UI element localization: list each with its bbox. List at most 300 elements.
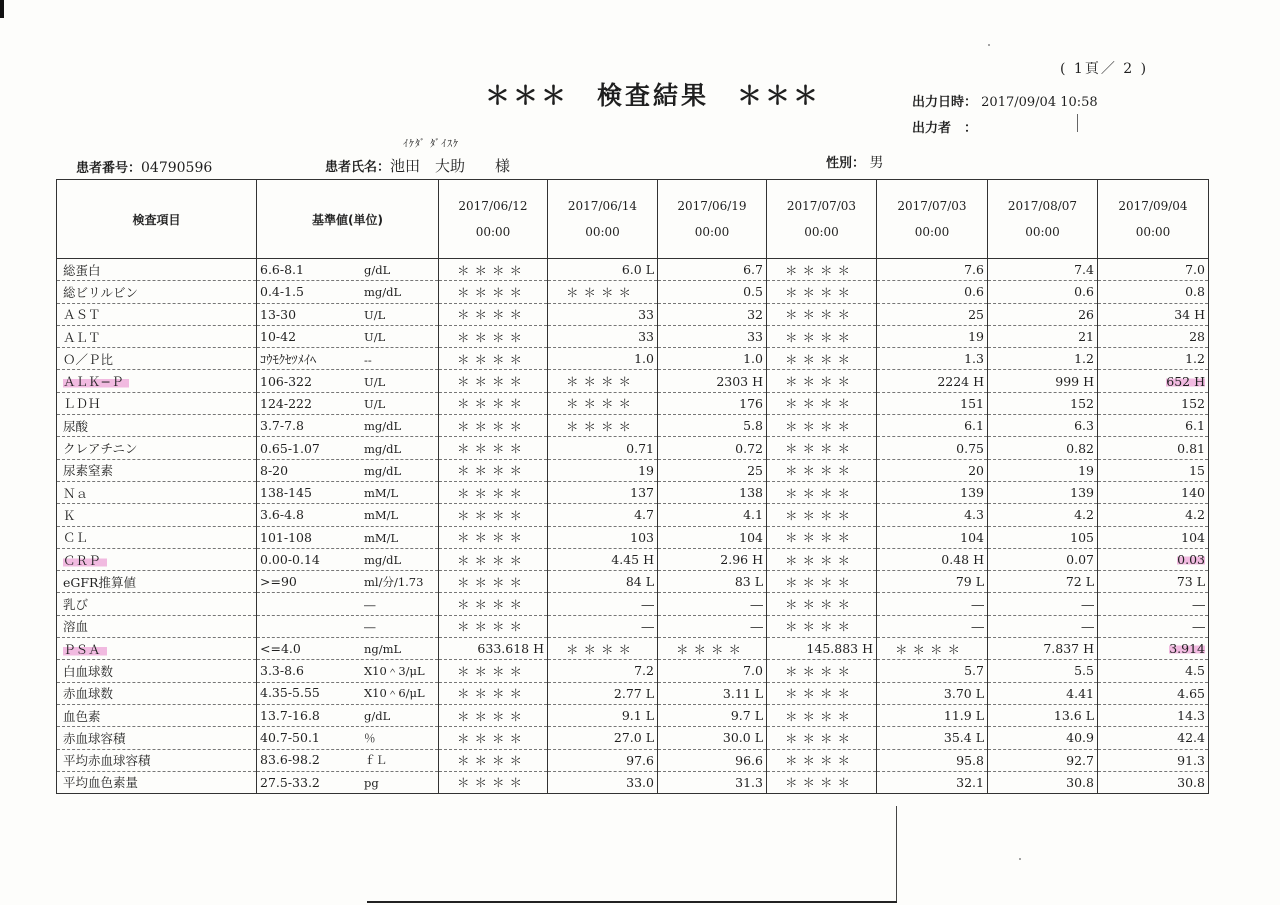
result-text: 4.7 bbox=[634, 507, 654, 523]
test-item-label: ＣＲＰ bbox=[63, 553, 107, 568]
result-text: ― bbox=[971, 618, 984, 634]
test-item-label: ＡＬＴ bbox=[63, 329, 101, 345]
patient-name-furigana: ｲｹﾀﾞ ﾀﾞｲｽｹ bbox=[403, 139, 460, 150]
result-text: 4.5 bbox=[1185, 663, 1205, 679]
patient-name-label: 患者氏名： bbox=[325, 160, 391, 175]
result-text: ＊＊＊＊ bbox=[785, 307, 856, 323]
result-text: 105 bbox=[1070, 529, 1094, 545]
test-item-name bbox=[57, 415, 257, 437]
test-item-name bbox=[57, 771, 257, 793]
result-text: ＊＊＊＊ bbox=[785, 730, 856, 746]
col-header-item: 検査項目 bbox=[57, 180, 257, 259]
result-value bbox=[877, 437, 988, 459]
result-value bbox=[988, 504, 1098, 526]
result-value bbox=[877, 771, 988, 793]
result-text: ＊＊＊＊ bbox=[457, 574, 528, 590]
result-value bbox=[988, 259, 1098, 281]
result-text: 4.45 H bbox=[611, 552, 654, 567]
result-value bbox=[767, 370, 877, 392]
result-text: ＊＊＊＊ bbox=[566, 396, 637, 412]
result-value bbox=[658, 325, 767, 347]
scan-corner-mark bbox=[0, 0, 4, 18]
result-text: 6.1 bbox=[1185, 418, 1205, 434]
result-value bbox=[658, 459, 767, 481]
result-value bbox=[767, 348, 877, 370]
table-row bbox=[57, 370, 1209, 392]
result-text: ＊＊＊＊ bbox=[457, 284, 528, 300]
reference-range bbox=[257, 771, 439, 793]
result-text: 4.1 bbox=[743, 507, 763, 523]
result-value bbox=[658, 727, 767, 749]
result-text: 104 bbox=[1181, 529, 1205, 545]
result-value bbox=[877, 281, 988, 303]
reference-value: 6.6-8.1 bbox=[260, 262, 304, 278]
result-text: 0.5 bbox=[743, 284, 763, 300]
result-text: ＊＊＊＊ bbox=[457, 686, 528, 702]
result-text: 40.9 bbox=[1066, 730, 1094, 746]
result-text: 30.0 L bbox=[722, 730, 763, 746]
result-text: 72 L bbox=[1065, 574, 1094, 590]
reference-range bbox=[257, 281, 439, 303]
result-value bbox=[548, 571, 658, 593]
result-value bbox=[439, 615, 548, 637]
result-text: 32 bbox=[747, 306, 763, 322]
reference-unit: ― bbox=[364, 619, 376, 634]
test-item-label: 赤血球数 bbox=[63, 686, 114, 702]
reference-range bbox=[257, 259, 439, 281]
table-row bbox=[57, 325, 1209, 347]
result-value bbox=[1098, 415, 1209, 437]
result-value bbox=[1098, 615, 1209, 637]
reference-unit: mg/dL bbox=[364, 419, 402, 434]
result-value bbox=[1098, 303, 1209, 325]
result-text: 139 bbox=[960, 485, 984, 501]
table-row bbox=[57, 415, 1209, 437]
result-text: ＊＊＊＊ bbox=[457, 418, 528, 434]
reference-unit: U/L bbox=[364, 307, 386, 322]
table-row bbox=[57, 771, 1209, 793]
result-text: ＊＊＊＊ bbox=[785, 753, 856, 769]
result-value bbox=[439, 415, 548, 437]
result-value bbox=[1098, 348, 1209, 370]
result-value bbox=[988, 548, 1098, 570]
reference-range bbox=[257, 370, 439, 392]
result-text: ＊＊＊＊ bbox=[785, 441, 856, 457]
result-value bbox=[877, 370, 988, 392]
result-value bbox=[439, 682, 548, 704]
result-text: ＊＊＊＊ bbox=[457, 663, 528, 679]
result-text: ＊＊＊＊ bbox=[785, 463, 856, 479]
result-value bbox=[1098, 548, 1209, 570]
result-text: 0.6 bbox=[964, 284, 984, 300]
reference-range bbox=[257, 459, 439, 481]
test-item-name bbox=[57, 281, 257, 303]
result-value bbox=[767, 281, 877, 303]
result-value bbox=[658, 348, 767, 370]
result-value bbox=[767, 303, 877, 325]
result-value bbox=[988, 437, 1098, 459]
patient-sex bbox=[826, 152, 883, 172]
pen-mark bbox=[1077, 114, 1078, 132]
result-text: 13.6 L bbox=[1053, 708, 1094, 724]
test-item-label: 溶血 bbox=[63, 619, 89, 635]
result-text: ＊＊＊＊ bbox=[457, 730, 528, 746]
patient-name-value: 池田 大助 様 bbox=[390, 157, 511, 175]
test-item-name bbox=[57, 615, 257, 637]
reference-range bbox=[257, 749, 439, 771]
result-value bbox=[877, 704, 988, 726]
result-value bbox=[658, 548, 767, 570]
table-row bbox=[57, 704, 1209, 726]
result-text: 19 bbox=[1078, 462, 1094, 478]
result-value bbox=[658, 749, 767, 771]
result-value bbox=[439, 771, 548, 793]
result-value bbox=[767, 437, 877, 459]
result-text: 0.72 bbox=[735, 440, 763, 456]
result-text: 28 bbox=[1189, 329, 1205, 345]
result-text: ＊＊＊＊ bbox=[785, 329, 856, 345]
result-text: 96.6 bbox=[735, 752, 763, 768]
col-header-date: 2017/06/19 00:00 bbox=[658, 180, 767, 259]
table-row bbox=[57, 259, 1209, 281]
result-text: ＊＊＊＊ bbox=[457, 530, 528, 546]
result-value bbox=[548, 415, 658, 437]
result-text: 4.41 bbox=[1066, 685, 1094, 701]
result-value bbox=[439, 727, 548, 749]
result-text: 33 bbox=[638, 306, 654, 322]
output-person-label: 出力者 ： bbox=[912, 121, 978, 136]
result-text: 35.4 L bbox=[943, 730, 984, 746]
col-header-date: 2017/06/14 00:00 bbox=[548, 180, 658, 259]
col-header-date: 2017/06/12 00:00 bbox=[439, 180, 548, 259]
result-text: 138 bbox=[739, 485, 763, 501]
result-value bbox=[988, 638, 1098, 660]
scan-artifact-line bbox=[896, 806, 897, 902]
reference-value: >=90 bbox=[260, 573, 297, 589]
reference-value: 27.5-33.2 bbox=[260, 774, 320, 790]
result-text: 9.1 L bbox=[621, 708, 654, 724]
patient-id bbox=[76, 157, 212, 176]
result-text: 1.0 bbox=[743, 351, 763, 367]
result-text: 31.3 bbox=[735, 774, 763, 790]
reference-value: 124-222 bbox=[260, 395, 312, 411]
result-text: 25 bbox=[747, 462, 763, 478]
patient-id-label: 患者番号： bbox=[76, 161, 142, 176]
test-item-name bbox=[57, 370, 257, 392]
result-value bbox=[1098, 660, 1209, 682]
result-value bbox=[1098, 437, 1209, 459]
result-text: ＊＊＊＊ bbox=[457, 441, 528, 457]
table-row bbox=[57, 593, 1209, 615]
result-text: 30.8 bbox=[1066, 774, 1094, 790]
table-row bbox=[57, 437, 1209, 459]
result-value bbox=[439, 504, 548, 526]
result-text: 0.07 bbox=[1066, 552, 1094, 567]
test-item-label: 平均血色素量 bbox=[63, 775, 139, 791]
result-text: 6.0 L bbox=[621, 262, 654, 278]
scan-speck bbox=[988, 44, 990, 46]
result-value bbox=[988, 749, 1098, 771]
result-value bbox=[988, 704, 1098, 726]
result-text: ― bbox=[641, 618, 654, 634]
result-text: ＊＊＊＊ bbox=[785, 663, 856, 679]
result-value bbox=[548, 682, 658, 704]
result-value bbox=[548, 638, 658, 660]
result-text: 1.2 bbox=[1185, 351, 1205, 367]
result-text: 152 bbox=[1070, 395, 1094, 411]
result-value bbox=[988, 303, 1098, 325]
result-value bbox=[1098, 504, 1209, 526]
result-text: 2.77 L bbox=[613, 685, 654, 701]
test-item-name bbox=[57, 481, 257, 503]
reference-unit: U/L bbox=[364, 330, 386, 345]
result-value bbox=[767, 481, 877, 503]
test-item-name bbox=[57, 727, 257, 749]
reference-value: 83.6-98.2 bbox=[260, 752, 320, 768]
result-value bbox=[988, 660, 1098, 682]
result-text: 33 bbox=[638, 329, 654, 345]
scan-speck bbox=[1019, 858, 1021, 860]
result-value bbox=[1098, 370, 1209, 392]
reference-range bbox=[257, 682, 439, 704]
result-text: 633.618 H bbox=[477, 641, 544, 657]
reference-value: 106-322 bbox=[260, 373, 312, 389]
result-value bbox=[877, 615, 988, 637]
reference-range bbox=[257, 704, 439, 726]
result-text: 151 bbox=[960, 395, 984, 411]
table-row bbox=[57, 481, 1209, 503]
result-text: 1.0 bbox=[634, 351, 654, 367]
result-value bbox=[1098, 638, 1209, 660]
result-value bbox=[767, 593, 877, 615]
result-value bbox=[1098, 571, 1209, 593]
result-value bbox=[877, 548, 988, 570]
result-text: 0.8 bbox=[1185, 284, 1205, 300]
result-value bbox=[548, 459, 658, 481]
result-value bbox=[767, 571, 877, 593]
result-text: 2.96 H bbox=[720, 552, 763, 567]
result-text: 3.914 bbox=[1169, 641, 1205, 657]
result-text: 11.9 L bbox=[943, 708, 984, 724]
reference-unit: ｆＬ bbox=[364, 753, 387, 768]
result-value bbox=[658, 504, 767, 526]
col-header-date: 2017/07/03 00:00 bbox=[877, 180, 988, 259]
result-value bbox=[439, 638, 548, 660]
result-value bbox=[877, 325, 988, 347]
result-text: ＊＊＊＊ bbox=[785, 530, 856, 546]
test-item-name bbox=[57, 749, 257, 771]
result-value bbox=[658, 281, 767, 303]
test-item-label: ＣＬ bbox=[63, 530, 89, 546]
result-text: ＊＊＊＊ bbox=[457, 552, 528, 568]
test-item-label: Ｋ bbox=[63, 507, 76, 523]
result-value bbox=[658, 303, 767, 325]
result-text: 139 bbox=[1070, 485, 1094, 501]
table-row bbox=[57, 526, 1209, 548]
result-text: 6.1 bbox=[964, 418, 984, 434]
result-text: ― bbox=[750, 596, 763, 612]
result-value bbox=[548, 771, 658, 793]
result-text: 79 L bbox=[955, 574, 984, 590]
result-value bbox=[658, 392, 767, 414]
patient-sex-value: 男 bbox=[869, 155, 884, 171]
reference-unit: mM/L bbox=[364, 508, 399, 523]
reference-value: 3.6-4.8 bbox=[260, 507, 304, 523]
result-text: 4.2 bbox=[1074, 507, 1094, 523]
result-text: ＊＊＊＊ bbox=[457, 463, 528, 479]
result-value bbox=[439, 749, 548, 771]
result-text: ＊＊＊＊ bbox=[785, 597, 856, 613]
result-value bbox=[548, 325, 658, 347]
result-text: 7.0 bbox=[743, 663, 763, 679]
result-text: 7.837 H bbox=[1043, 641, 1094, 657]
result-value bbox=[1098, 771, 1209, 793]
result-value bbox=[988, 459, 1098, 481]
col-header-date: 2017/08/07 00:00 bbox=[988, 180, 1098, 259]
table-row bbox=[57, 504, 1209, 526]
test-item-name bbox=[57, 303, 257, 325]
result-text: ＊＊＊＊ bbox=[785, 686, 856, 702]
result-value bbox=[439, 281, 548, 303]
result-text: 7.6 bbox=[964, 262, 984, 278]
lab-results-table bbox=[56, 179, 1209, 794]
patient-name bbox=[325, 155, 510, 176]
result-value bbox=[439, 303, 548, 325]
result-value bbox=[767, 704, 877, 726]
result-text: ＊＊＊＊ bbox=[785, 619, 856, 635]
result-text: ― bbox=[1192, 596, 1205, 612]
result-text: ＊＊＊＊ bbox=[785, 485, 856, 501]
reference-value: 10-42 bbox=[260, 329, 297, 345]
result-text: 140 bbox=[1181, 485, 1205, 501]
result-value bbox=[988, 615, 1098, 637]
result-text: 137 bbox=[630, 485, 654, 501]
result-value bbox=[439, 459, 548, 481]
test-item-label: Ｏ／Ｐ比 bbox=[63, 351, 114, 367]
reference-range bbox=[257, 593, 439, 615]
table-row bbox=[57, 749, 1209, 771]
reference-range bbox=[257, 481, 439, 503]
test-item-name bbox=[57, 504, 257, 526]
result-value bbox=[548, 548, 658, 570]
result-text: ＊＊＊＊ bbox=[457, 396, 528, 412]
result-value bbox=[877, 682, 988, 704]
result-text: ＊＊＊＊ bbox=[457, 775, 528, 791]
result-text: 6.7 bbox=[743, 262, 763, 278]
result-value bbox=[548, 259, 658, 281]
result-text: 152 bbox=[1181, 395, 1205, 411]
reference-range bbox=[257, 504, 439, 526]
result-text: 0.75 bbox=[956, 440, 984, 456]
test-item-name bbox=[57, 593, 257, 615]
result-value bbox=[877, 392, 988, 414]
result-value bbox=[658, 259, 767, 281]
output-person bbox=[912, 117, 977, 136]
table-row bbox=[57, 615, 1209, 637]
result-value bbox=[767, 459, 877, 481]
result-text: ＊＊＊＊ bbox=[457, 485, 528, 501]
reference-range bbox=[257, 727, 439, 749]
reference-unit: mg/dL bbox=[364, 285, 402, 300]
result-text: ＊＊＊＊ bbox=[457, 262, 528, 278]
result-value bbox=[1098, 682, 1209, 704]
result-text: 652 H bbox=[1166, 373, 1205, 389]
test-item-name bbox=[57, 459, 257, 481]
result-text: 32.1 bbox=[956, 774, 984, 790]
test-item-name bbox=[57, 704, 257, 726]
result-value bbox=[548, 615, 658, 637]
test-item-name bbox=[57, 437, 257, 459]
result-text: 92.7 bbox=[1066, 752, 1094, 768]
reference-unit: U/L bbox=[364, 374, 386, 389]
result-text: 0.03 bbox=[1177, 552, 1205, 567]
result-value bbox=[877, 727, 988, 749]
result-value bbox=[439, 392, 548, 414]
result-value bbox=[877, 303, 988, 325]
result-value bbox=[548, 593, 658, 615]
result-value bbox=[767, 415, 877, 437]
result-text: 21 bbox=[1078, 329, 1094, 345]
result-text: ＊＊＊＊ bbox=[785, 507, 856, 523]
result-text: 3.70 L bbox=[943, 685, 984, 701]
reference-range bbox=[257, 548, 439, 570]
result-value bbox=[988, 571, 1098, 593]
test-item-label: 尿素窒素 bbox=[63, 463, 114, 479]
result-text: ＊＊＊＊ bbox=[457, 351, 528, 367]
result-text: 145.883 H bbox=[806, 641, 873, 657]
result-text: 104 bbox=[739, 529, 763, 545]
result-text: 4.3 bbox=[964, 507, 984, 523]
result-value bbox=[439, 437, 548, 459]
result-value bbox=[877, 459, 988, 481]
col-header-date: 2017/09/04 00:00 bbox=[1098, 180, 1209, 259]
test-item-label: 赤血球容積 bbox=[63, 730, 126, 746]
test-item-label: 平均赤血球容積 bbox=[63, 753, 151, 769]
result-value bbox=[1098, 459, 1209, 481]
result-text: 0.81 bbox=[1177, 440, 1205, 456]
reference-value: 40.7-50.1 bbox=[260, 729, 320, 745]
result-text: 5.5 bbox=[1074, 663, 1094, 679]
result-value bbox=[767, 660, 877, 682]
result-value bbox=[658, 481, 767, 503]
reference-range bbox=[257, 392, 439, 414]
result-value bbox=[548, 727, 658, 749]
result-text: 103 bbox=[630, 529, 654, 545]
result-value bbox=[988, 392, 1098, 414]
result-text: ＊＊＊＊ bbox=[785, 374, 856, 390]
result-text: 26 bbox=[1078, 306, 1094, 322]
reference-unit: -- bbox=[364, 352, 372, 367]
test-item-name bbox=[57, 682, 257, 704]
result-value bbox=[439, 704, 548, 726]
test-item-name bbox=[57, 348, 257, 370]
result-text: ＊＊＊＊ bbox=[785, 552, 856, 568]
result-text: 30.8 bbox=[1177, 774, 1205, 790]
result-value bbox=[439, 348, 548, 370]
result-text: 42.4 bbox=[1177, 730, 1205, 746]
result-value bbox=[988, 727, 1098, 749]
result-text: 1.2 bbox=[1074, 351, 1094, 367]
table-row bbox=[57, 660, 1209, 682]
output-datetime-value: 2017/09/04 10:58 bbox=[981, 95, 1098, 110]
reference-unit: X10＾3/μL bbox=[364, 663, 425, 678]
test-item-name bbox=[57, 526, 257, 548]
test-item-label: 尿酸 bbox=[63, 418, 89, 434]
result-text: 27.0 L bbox=[613, 730, 654, 746]
result-value bbox=[658, 771, 767, 793]
result-value bbox=[877, 638, 988, 660]
result-text: 0.6 bbox=[1074, 284, 1094, 300]
